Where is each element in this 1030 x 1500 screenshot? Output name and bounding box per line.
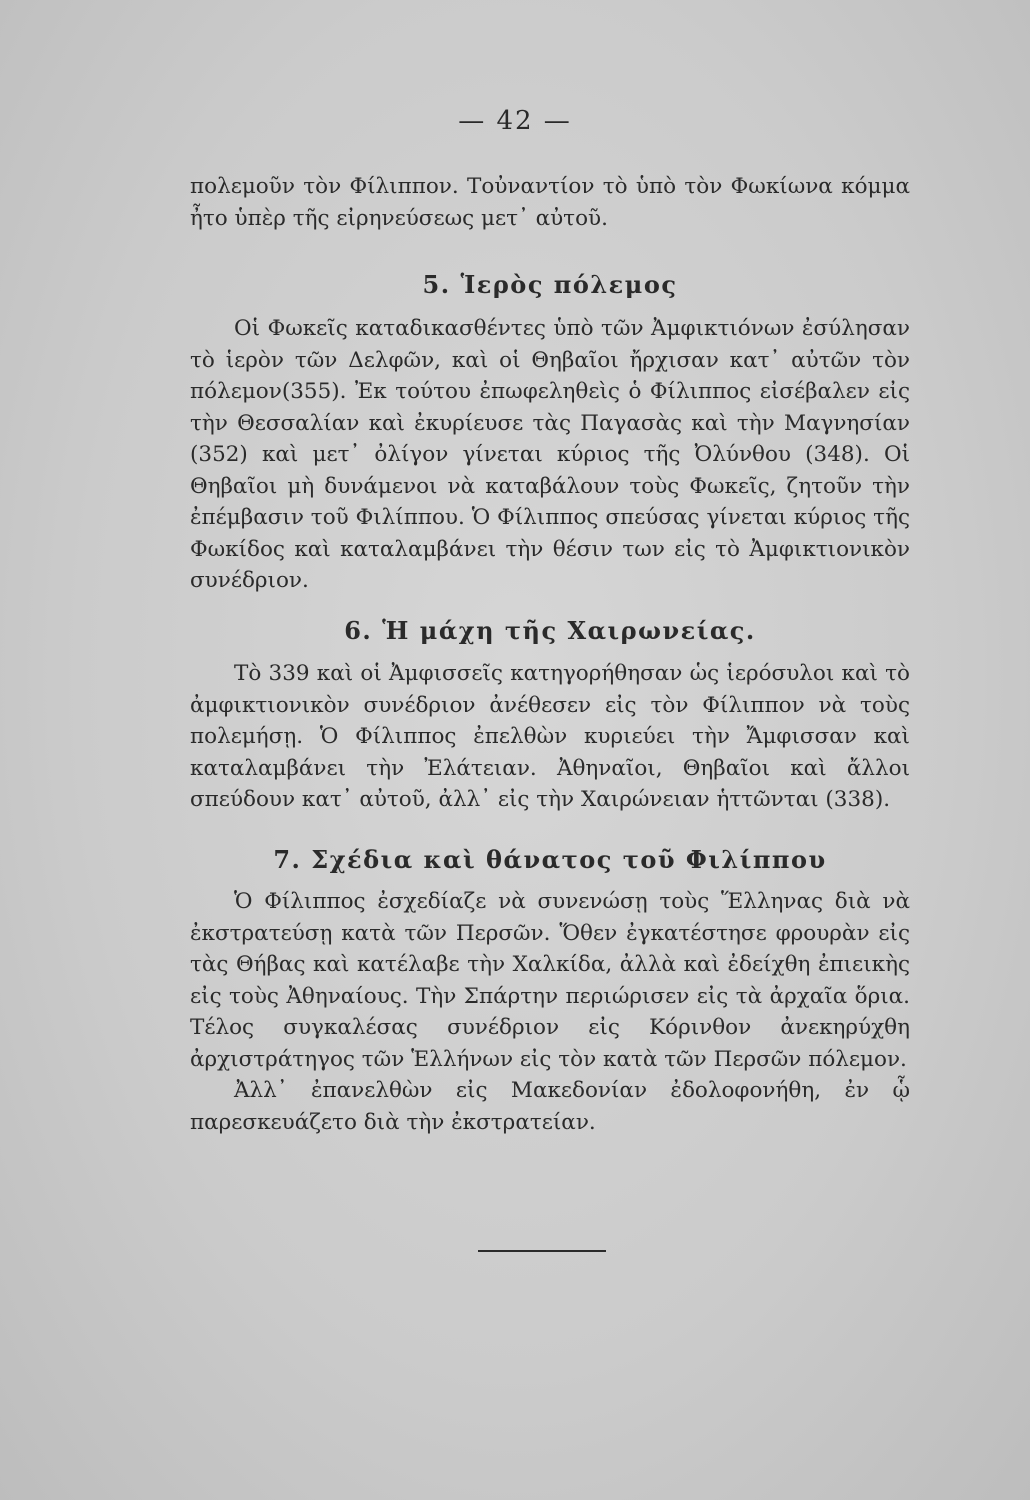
intro-paragraph: πολεμοῦν τὸν Φίλιππον. Τοὐναντίον τὸ ὑπὸ τὸν Φωκίωνα κόμμα ἦτο ὑπὲρ τῆς εἰρηνεύσεως μετ᾽ αὐτοῦ. <box>190 174 910 231</box>
paragraph: Ὁ Φίλιππος ἐσχεδίαζε νὰ συνενώσῃ τοὺς Ἕλληνας διὰ νὰ ἐκστρατεύσῃ κατὰ τῶν Περσῶν. Ὅθεν ἐγκατέστησε φρουρὰν εἰς τὰς Θήβας καὶ κατέλαβε τὴν Χαλκίδα, ἀλλὰ καὶ ἐδείχθη ἐπιεικὴς εἰς τοὺς Ἀθηναίους. Τὴν Σπάρτην περιώρισεν εἰς τὰ ἀρχαῖα ὅρια. Τέλος συγκαλέσας συνέδριον εἰς Κόρινθον ἀνεκηρύχθη ἀρχιστράτηγος τῶν Ἑλλήνων εἰς τὸν κατὰ τῶν Περσῶν πόλεμον. <box>190 889 910 1072</box>
paragraph: Τὸ 339 καὶ οἱ Ἀμφισσεῖς κατηγορήθησαν ὡς ἱερόσυλοι καὶ τὸ ἀμφικτιονικὸν συνέδριον ἀνέθεσεν εἰς τὸν Φίλιππον νὰ τοὺς πολεμήσῃ. Ὁ Φίλιππος ἐπελθὼν κυριεύει τὴν Ἄμφισσαν καὶ καταλαμβάνει τὴν Ἐλάτειαν. Ἀθηναῖοι, Θηβαῖοι καὶ ἄλλοι σπεύδουν κατ᾽ αὐτοῦ, ἀλλ᾽ εἰς τὴν Χαιρώνειαν ἡττῶνται (338). <box>190 661 910 812</box>
section-sacred-war <box>190 313 910 597</box>
section-heading-plans-and-death: 7. Σχέδια καὶ θάνατος τοῦ Φιλίππου <box>273 845 827 874</box>
section-chaeronea <box>190 658 910 816</box>
paragraph: Ἀλλ᾽ ἐπανελθὼν εἰς Μακεδονίαν ἐδολοφονήθη, ἐν ᾧ παρεσκευάζετο διὰ τὴν ἐκστρατείαν. <box>190 1078 910 1135</box>
page-number: — 42 — <box>458 106 572 136</box>
end-rule <box>478 1250 606 1252</box>
intro-text <box>190 171 910 234</box>
section-heading-chaeronea: 6. Ἡ μάχη τῆς Χαιρωνείας. <box>344 616 756 645</box>
section-heading-sacred-war: 5. Ἱερὸς πόλεμος <box>422 270 678 299</box>
section-plans-and-death <box>190 886 910 1138</box>
paragraph: Οἱ Φωκεῖς καταδικασθέντες ὑπὸ τῶν Ἀμφικτιόνων ἐσύλησαν τὸ ἱερὸν τῶν Δελφῶν, καὶ οἱ Θηβαῖοι ἤρχισαν κατ᾽ αὐτῶν τὸν πόλεμον(355). Ἐκ τούτου ἐπωφεληθεὶς ὁ Φίλιππος εἰσέβαλεν εἰς τὴν Θεσσαλίαν καὶ ἐκυρίευσε τὰς Παγασὰς καὶ τὴν Μαγνησίαν (352) καὶ μετ᾽ ὀλίγον γίνεται κύριος τῆς Ὀλύνθου (348). Οἱ Θηβαῖοι μὴ δυνάμενοι νὰ καταβάλουν τοὺς Φωκεῖς, ζητοῦν τὴν ἐπέμβασιν τοῦ Φιλίππου. Ὁ Φίλιππος σπεύσας γίνεται κύριος τῆς Φωκίδος καὶ καταλαμβάνει τὴν θέσιν των εἰς τὸ Ἀμφικτιονικὸν συνέδριον. <box>190 316 910 593</box>
